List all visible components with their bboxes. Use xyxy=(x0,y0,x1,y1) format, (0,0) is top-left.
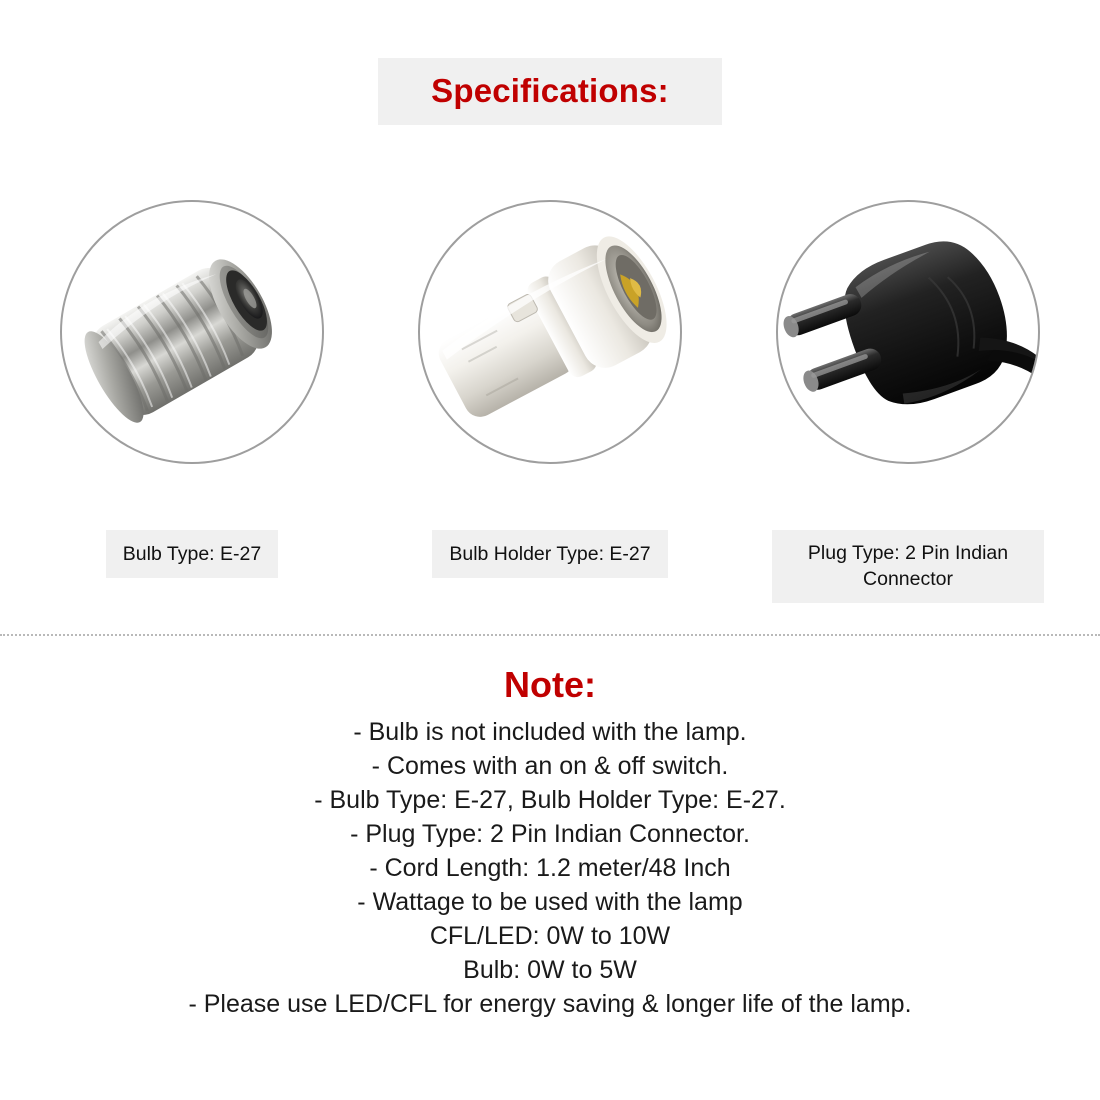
note-line: CFL/LED: 0W to 10W xyxy=(429,922,671,950)
note-line: - Bulb Type: E-27, Bulb Holder Type: E-27. xyxy=(314,786,786,814)
note-list xyxy=(0,715,1100,1021)
two-pin-indian-plug-icon xyxy=(778,202,1038,462)
bulb-base-e27-icon xyxy=(62,202,322,462)
specification-items xyxy=(0,200,1100,603)
note-section xyxy=(0,662,1100,1021)
section-divider xyxy=(0,634,1100,636)
spec-item-bulb-holder-type xyxy=(400,200,700,603)
spec-item-bulb-type xyxy=(42,200,342,603)
note-line: - Plug Type: 2 Pin Indian Connector. xyxy=(350,820,750,848)
spec-item-plug-type xyxy=(758,200,1058,603)
specifications-heading-container xyxy=(0,58,1100,125)
plug-type-caption: Plug Type: 2 Pin Indian Connector xyxy=(772,530,1044,603)
note-title: Note: xyxy=(504,664,596,705)
note-line: - Cord Length: 1.2 meter/48 Inch xyxy=(369,854,731,882)
note-line: - Wattage to be used with the lamp xyxy=(357,888,743,916)
plug-image-circle xyxy=(776,200,1040,464)
bulb-type-caption: Bulb Type: E-27 xyxy=(106,530,278,578)
bulb-holder-e27-icon xyxy=(420,202,680,462)
note-line: - Please use LED/CFL for energy saving & longer life of the lamp. xyxy=(188,990,912,1018)
note-line: Bulb: 0W to 5W xyxy=(463,956,637,984)
page-title: Specifications: xyxy=(378,58,722,125)
bulb-holder-image-circle xyxy=(418,200,682,464)
bulb-base-image-circle xyxy=(60,200,324,464)
note-line: - Comes with an on & off switch. xyxy=(371,752,729,780)
note-line: - Bulb is not included with the lamp. xyxy=(353,718,747,746)
bulb-holder-type-caption: Bulb Holder Type: E-27 xyxy=(432,530,667,578)
